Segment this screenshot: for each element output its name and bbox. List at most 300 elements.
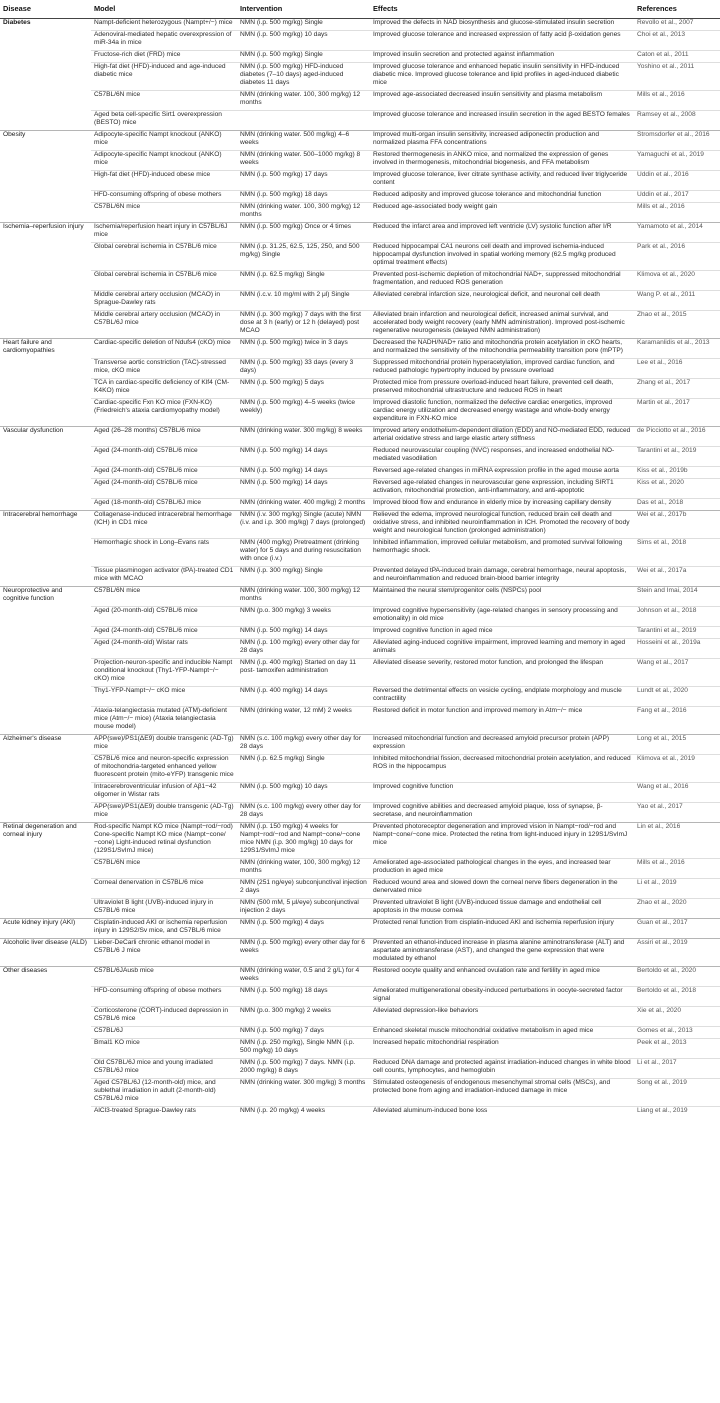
cell-disease: Diabetes: [3, 19, 31, 26]
table-row: [0, 1059, 720, 1079]
cell-disease: [0, 203, 91, 223]
cell-reference: de Picciotto et al., 2016: [634, 427, 720, 447]
cell-effects: Reduced the infarct area and improved left ventricle (LV) systolic function after I/R: [370, 223, 634, 243]
table-row: [0, 31, 720, 51]
cell-effects: Ameliorated age-associated pathological changes in the eyes, and increased tear production in aged mice: [370, 859, 634, 879]
cell-model: Thy1-YFP-Nampt−/− cKO mice: [91, 687, 237, 707]
cell-effects: Improved age-associated decreased insulin sensitivity and plasma metabolism: [370, 91, 634, 111]
table-row: [0, 223, 720, 243]
cell-effects: Reduced DNA damage and protected against irradiation-induced changes in white blood cell counts, lymphocytes, and hemoglobin: [370, 1059, 634, 1079]
cell-reference: Lin et al., 2016: [634, 823, 720, 859]
cell-reference: Klimova et al., 2020: [634, 271, 720, 291]
table-row: [0, 607, 720, 627]
cell-intervention: NMN (i.p. 400 mg/kg) 14 days: [237, 687, 370, 707]
cell-disease: [0, 1059, 91, 1079]
cell-reference: Zhao et al., 2020: [634, 899, 720, 919]
cell-model: Cisplatin-induced AKI or ischemia reperfusion injury in 129S2/Sv mice, and C57BL/6 mice: [91, 919, 237, 939]
cell-reference: Yao et al., 2017: [634, 803, 720, 823]
cell-reference: Martin et al., 2017: [634, 399, 720, 427]
table-row: [0, 659, 720, 687]
cell-disease: [0, 639, 91, 659]
cell-model: Bmal1 KO mice: [91, 1039, 237, 1059]
cell-effects: Improved glucose tolerance, liver citrate synthase activity, and reduced liver triglyceride content: [370, 171, 634, 191]
table-row: [0, 111, 720, 131]
cell-reference: Fang et al., 2016: [634, 707, 720, 735]
cell-reference: Mills et al., 2016: [634, 91, 720, 111]
cell-disease: [0, 707, 91, 735]
cell-reference: Xie et al., 2020: [634, 1007, 720, 1027]
cell-disease: [0, 151, 91, 171]
cell-effects: Relieved the edema, improved neurological function, reduced brain cell death and oxidative stress, and inhibited neuroinflammation in ICH. Promoted the recovery of body weight and neurological function (prolonged administration): [370, 511, 634, 539]
header-effects: Effects: [370, 0, 634, 19]
cell-intervention: NMN (s.c. 100 mg/kg) every other day for 28 days: [237, 803, 370, 823]
cell-model: Ataxia-telangiectasia mutated (ATM)-deficient mice (Atm−/− mice) (Ataxia telangiectasia mouse model): [91, 707, 237, 735]
cell-model: Aged (24-month-old) C57BL/6 mice: [91, 627, 237, 639]
cell-intervention: NMN (i.p. 100 mg/kg) every other day for 28 days: [237, 639, 370, 659]
cell-effects: Increased mitochondrial function and decreased amyloid precursor protein (APP) expression: [370, 735, 634, 755]
cell-model: Transverse aortic constriction (TAC)-stressed mice, cKO mice: [91, 359, 237, 379]
cell-intervention: NMN (i.p. 500 mg/kg) 5 days: [237, 379, 370, 399]
cell-effects: Improved insulin secretion and protected against inflammation: [370, 51, 634, 63]
cell-model: C57BL/6 mice and neuron-specific expression of mitochondria-targeted enhanced yellow fluorescent protein (mito-eYFP) transgenic mice: [91, 755, 237, 783]
table-row: [0, 687, 720, 707]
cell-effects: Reduced wound area and slowed down the corneal nerve fibers degeneration in the denervated mice: [370, 879, 634, 899]
cell-disease: [0, 1079, 91, 1107]
header-references: References: [634, 0, 720, 19]
cell-disease: [0, 659, 91, 687]
cell-model: Aged (24-month-old) C57BL/6 mice: [91, 467, 237, 479]
cell-model: AlCl3-treated Sprague-Dawley rats: [91, 1107, 237, 1119]
cell-intervention: NMN (i.p. 500 mg/kg) 4 days: [237, 919, 370, 939]
cell-intervention: NMN (i.p. 500 mg/kg) 7 days: [237, 1027, 370, 1039]
header-intervention: Intervention: [237, 0, 370, 19]
table-row: [0, 859, 720, 879]
cell-effects: Reduced adiposity and improved glucose tolerance and mitochondrial function: [370, 191, 634, 203]
cell-reference: Karamanlidis et al., 2013: [634, 339, 720, 359]
table-row: [0, 919, 720, 939]
cell-disease: [0, 399, 91, 427]
cell-reference: Tarantini et al., 2019: [634, 627, 720, 639]
cell-reference: Li et al., 2019: [634, 879, 720, 899]
cell-intervention: NMN (i.p. 500 mg/kg) 14 days: [237, 467, 370, 479]
cell-effects: Ameliorated multigenerational obesity-induced perturbations in oocyte-secreted factor signal: [370, 987, 634, 1007]
cell-model: Collagenase-induced intracerebral hemorrhage (ICH) in CD1 mice: [91, 511, 237, 539]
cell-disease: [0, 755, 91, 783]
table-row: [0, 755, 720, 783]
table-row: [0, 203, 720, 223]
cell-model: Adipocyte-specific Nampt knockout (ANKO) mice: [91, 131, 237, 151]
cell-intervention: NMN (i.p. 62.5 mg/kg) Single: [237, 755, 370, 783]
cell-reference: Wang et al., 2017: [634, 659, 720, 687]
table-row: [0, 243, 720, 271]
cell-effects: Reversed the detrimental effects on vesicle cycling, endplate morphology and muscle contractility: [370, 687, 634, 707]
cell-model: Aged (24-month-old) C57BL/6 mice: [91, 447, 237, 467]
cell-reference: Wang et al., 2016: [634, 783, 720, 803]
cell-disease: Heart failure and cardiomyopathies: [0, 339, 91, 359]
cell-reference: Lundt et al., 2020: [634, 687, 720, 707]
cell-intervention: NMN (i.p. 500 mg/kg) 17 days: [237, 171, 370, 191]
cell-reference: Klimova et al., 2019: [634, 755, 720, 783]
cell-intervention: NMN (i.p. 500 mg/kg) 10 days: [237, 31, 370, 51]
cell-intervention: NMN (drinking water. 100, 300 mg/kg) 12 months: [237, 91, 370, 111]
cell-reference: Liang et al., 2019: [634, 1107, 720, 1119]
table-row: [0, 271, 720, 291]
table-row: [0, 939, 720, 967]
cell-reference: Stein and Imai, 2014: [634, 587, 720, 607]
cell-reference: Zhang et al., 2017: [634, 379, 720, 399]
cell-disease: Neuroprotective and cognitive function: [0, 587, 91, 607]
table-row: [0, 1007, 720, 1027]
cell-disease: [0, 359, 91, 379]
table-row: [0, 131, 720, 151]
cell-effects: Improved the defects in NAD biosynthesis and glucose-stimulated insulin secretion: [373, 19, 615, 26]
cell-reference: Uddin et al., 2016: [634, 171, 720, 191]
cell-effects: Prevented an ethanol-induced increase in plasma alanine aminotransferase (ALT) and aspartate aminotransferase (AST), and changed the gene expression that were modulated by ethanol: [370, 939, 634, 967]
cell-model: HFD-consuming offspring of obese mothers: [91, 987, 237, 1007]
cell-effects: Improved glucose tolerance and increased expression of fatty acid β-oxidation genes: [370, 31, 634, 51]
cell-reference: Choi et al., 2013: [634, 31, 720, 51]
cell-model: High-fat diet (HFD)-induced and age-induced diabetic mice: [91, 63, 237, 91]
cell-disease: [0, 627, 91, 639]
cell-intervention: NMN (drinking water. 500–1000 mg/kg) 8 weeks: [237, 151, 370, 171]
cell-intervention: NMN (i.c.v. 10 mg/ml with 2 μl) Single: [237, 291, 370, 311]
cell-model: Aged (20-month-old) C57BL/6 mice: [91, 607, 237, 627]
cell-effects: Improved cognitive abilities and decreased amyloid plaque, loss of synapse, β-secretase, and neuroinflammation: [370, 803, 634, 823]
cell-intervention: NMN (i.p. 500 mg/kg) 4–5 weeks (twice weekly): [237, 399, 370, 427]
cell-reference: Tarantini et al., 2019: [634, 447, 720, 467]
cell-disease: [0, 687, 91, 707]
cell-model: Lieber-DeCarli chronic ethanol model in C57BL/6 J mice: [91, 939, 237, 967]
cell-intervention: NMN (i.p. 150 mg/kg) 4 weeks for Nampt−rod/−rod and Nampt−cone/−cone mice NMN (i.p. 300 mg/kg) 10 days for 129S1/SvImJ mice: [237, 823, 370, 859]
cell-reference: Sims et al., 2018: [634, 539, 720, 567]
cell-model: Adenoviral-mediated hepatic overexpression of miR-34a in mice: [91, 31, 237, 51]
cell-intervention: NMN (s.c. 100 mg/kg) every other day for 28 days: [237, 735, 370, 755]
cell-reference: Peek et al., 2013: [634, 1039, 720, 1059]
cell-intervention: NMN (drinking water. 100, 300 mg/kg) 12 months: [237, 587, 370, 607]
cell-effects: Decreased the NADH/NAD+ ratio and mitochondria protein acetylation in cKO hearts, and normalized the sensitivity of the mitochondria permeability transition pore (mPTP): [370, 339, 634, 359]
cell-disease: [0, 271, 91, 291]
cell-disease: Alzheimer's disease: [0, 735, 91, 755]
cell-reference: Caton et al., 2011: [634, 51, 720, 63]
table-row: [0, 967, 720, 987]
cell-intervention: NMN (i.p. 500 mg/kg) HFD-induced diabetes (7–10 days) aged-induced diabetes 11 days: [237, 63, 370, 91]
cell-model: APP(swe)/PS1(ΔE9) double transgenic (AD-Tg) mice: [91, 803, 237, 823]
cell-intervention: NMN (i.p. 62.5 mg/kg) Single: [237, 271, 370, 291]
cell-effects: Improved cognitive function: [370, 783, 634, 803]
cell-model: Projection-neuron-specific and inducible Nampt conditional knockout (Thy1-YFP-Nampt−/− cKO) mice: [91, 659, 237, 687]
cell-intervention: NMN (i.p. 500 mg/kg) 7 days. NMN (i.p. 2000 mg/kg) 8 days: [237, 1059, 370, 1079]
cell-model: High-fat diet (HFD)-induced obese mice: [91, 171, 237, 191]
cell-effects: Enhanced skeletal muscle mitochondrial oxidative metabolism in aged mice: [370, 1027, 634, 1039]
cell-reference: Uddin et al., 2017: [634, 191, 720, 203]
cell-disease: [0, 291, 91, 311]
cell-effects: Alleviated cerebral infarction size, neurological deficit, and neuronal cell death: [370, 291, 634, 311]
cell-intervention: NMN (drinking water, 100, 300 mg/kg) 12 months: [237, 859, 370, 879]
cell-effects: Improved blood flow and endurance in elderly mice by increasing capillary density: [370, 499, 634, 511]
table-row: [0, 427, 720, 447]
cell-model: Middle cerebral artery occlusion (MCAO) in C57BL/6J mice: [91, 311, 237, 339]
cell-disease: Obesity: [0, 131, 91, 151]
cell-intervention: NMN (i.v. 300 mg/kg) Single (acute) NMN (i.v. and i.p. 300 mg/kg) 7 days (prolonged): [237, 511, 370, 539]
cell-reference: Wei et al., 2017b: [634, 511, 720, 539]
table-row: [0, 1039, 720, 1059]
table-row: [0, 311, 720, 339]
cell-disease: [0, 539, 91, 567]
table-row: [0, 339, 720, 359]
cell-disease: [0, 91, 91, 111]
cell-intervention: NMN (i.p. 500 mg/kg) every other day for 6 weeks: [237, 939, 370, 967]
cell-intervention: NMN (drinking water. 100, 300 mg/kg) 12 months: [237, 203, 370, 223]
table-row: [0, 639, 720, 659]
cell-model: C57BL/6N mice: [91, 91, 237, 111]
table-row: [0, 291, 720, 311]
cell-disease: [0, 63, 91, 91]
cell-effects: Inhibited mitochondrial fission, decreased mitochondrial protein acetylation, and reduced ROS in the hippocampus: [370, 755, 634, 783]
table-row: [0, 467, 720, 479]
table-row: [0, 379, 720, 399]
cell-model: C57BL/6N mice: [91, 859, 237, 879]
cell-reference: Yamaguchi et al., 2019: [634, 151, 720, 171]
cell-model: Rod-specific Nampt KO mice (Nampt−rod/−rod) Cone-specific Nampt KO mice (Nampt−cone/−cone) Light-induced retinal dysfunction (129S1/SvImJ mice): [91, 823, 237, 859]
cell-intervention: NMN (drinking water, 0.5 and 2 g/L) for 4 weeks: [237, 967, 370, 987]
cell-reference: Zhao et al., 2015: [634, 311, 720, 339]
cell-model: Corticosterone (CORT)-induced depression in C57BL/6 mice: [91, 1007, 237, 1027]
cell-disease: [0, 111, 91, 131]
cell-model: Intracerebroventricular infusion of Aβ1−42 oligomer in Wistar rats: [91, 783, 237, 803]
cell-disease: [0, 479, 91, 499]
cell-reference: Kiss et al., 2020: [634, 479, 720, 499]
cell-intervention: NMN (i.p. 500 mg/kg) 14 days: [237, 447, 370, 467]
cell-intervention: NMN (drinking water. 300 mg/kg) 8 weeks: [237, 427, 370, 447]
table-row: [0, 539, 720, 567]
cell-intervention: NMN (i.p. 500 mg/kg) 33 days (every 3 days): [237, 359, 370, 379]
cell-effects: Reduced neurovascular coupling (NVC) responses, and increased endothelial NO-mediated vasodilation: [370, 447, 634, 467]
cell-effects: Increased hepatic mitochondrial respiration: [370, 1039, 634, 1059]
cell-reference: Li et al., 2017: [634, 1059, 720, 1079]
cell-effects: Suppressed mitochondrial protein hyperacetylation, improved cardiac function, and reduced pathologic hypertrophy induced by pressure overload: [370, 359, 634, 379]
cell-model: Global cerebral ischemia in C57BL/6 mice: [91, 243, 237, 271]
table-row: [0, 511, 720, 539]
header-model: Model: [91, 0, 237, 19]
cell-reference: Park et al., 2016: [634, 243, 720, 271]
cell-effects: Improved cognitive hypersensitivity (age-related changes in sensory processing and emotionality) in old mice: [370, 607, 634, 627]
table-row: [0, 151, 720, 171]
table-row: [0, 899, 720, 919]
cell-intervention: NMN (500 mM, 5 μl/eye) subconjunctival injection 2 days: [237, 899, 370, 919]
cell-effects: Improved glucose tolerance and enhanced hepatic insulin sensitivity in HFD-induced diabetic mice. Improved glucose tolerance and lipid profiles in aged-induced diabetic mice: [370, 63, 634, 91]
cell-effects: Reversed age-related changes in neurovascular gene expression, including SIRT1 activation, mitochondrial protection, anti-inflammatory, and anti-apoptotic: [370, 479, 634, 499]
cell-effects: Prevented ultraviolet B light (UVB)-induced tissue damage and endothelial cell apoptosis in the mouse cornea: [370, 899, 634, 919]
table-row: [0, 567, 720, 587]
cell-model: Aged (24-month-old) Wistar rats: [91, 639, 237, 659]
cell-effects: Restored deficit in motor function and improved memory in Atm−/− mice: [370, 707, 634, 735]
table-row: [0, 735, 720, 755]
cell-intervention: [237, 111, 370, 131]
table-row: [0, 783, 720, 803]
cell-intervention: NMN (i.p. 500 mg/kg) twice in 3 days: [237, 339, 370, 359]
table-row: [0, 171, 720, 191]
cell-model: Aged (26–28 months) C57BL/6 mice: [91, 427, 237, 447]
cell-disease: Acute kidney injury (AKI): [0, 919, 91, 939]
cell-disease: [0, 379, 91, 399]
cell-intervention: NMN (400 mg/kg) Pretreatment (drinking water) for 5 days and during resuscitation with once (i.v.): [237, 539, 370, 567]
cell-disease: [0, 447, 91, 467]
cell-disease: [0, 567, 91, 587]
cell-model: HFD-consuming offspring of obese mothers: [91, 191, 237, 203]
cell-disease: [0, 31, 91, 51]
cell-reference: Stromsdorfer et al., 2016: [634, 131, 720, 151]
cell-effects: Stimulated osteogenesis of endogenous mesenchymal stromal cells (MSCs), and protected bone from aging and irradiation-induced damage in mice: [370, 1079, 634, 1107]
cell-effects: Improved cognitive function in aged mice: [370, 627, 634, 639]
cell-disease: Intracerebral hemorrhage: [0, 511, 91, 539]
cell-intervention: NMN (p.o. 300 mg/kg) 3 weeks: [237, 607, 370, 627]
cell-disease: [0, 311, 91, 339]
cell-effects: Prevented photoreceptor degeneration and improved vision in Nampt−rod/−rod and Nampt−cone/−cone mice. Protected the retina from light-induced injury in 129S1/SvImJ mice: [370, 823, 634, 859]
cell-reference: Bertoldo et al., 2018: [634, 987, 720, 1007]
cell-effects: Restored oocyte quality and enhanced ovulation rate and fertility in aged mice: [370, 967, 634, 987]
cell-disease: [0, 499, 91, 511]
cell-model: C57BL/6N mice: [91, 587, 237, 607]
table-row: [0, 627, 720, 639]
cell-disease: [0, 607, 91, 627]
cell-effects: Prevented post-ischemic depletion of mitochondrial NAD+, suppressed mitochondrial fragmentation, and reduced ROS generation: [370, 271, 634, 291]
table-row: [0, 803, 720, 823]
table-row: [0, 587, 720, 607]
cell-model: Cardiac-specific deletion of Ndufs4 (cKO) mice: [91, 339, 237, 359]
cell-model: Aged C57BL/6J (12-month-old) mice, and sublethal irradiation in adult (2-month-old) C57BL/6J mice: [91, 1079, 237, 1107]
cell-disease: Alcoholic liver disease (ALD): [0, 939, 91, 967]
table-row: [0, 447, 720, 467]
cell-model: Aged (18-month-old) C57BL/6J mice: [91, 499, 237, 511]
cell-intervention: NMN (drinking water, 12 mM) 2 weeks: [237, 707, 370, 735]
cell-intervention: NMN (drinking water. 300 mg/kg) 3 months: [237, 1079, 370, 1107]
cell-disease: [0, 783, 91, 803]
cell-model: C57BL/6JAusb mice: [91, 967, 237, 987]
table-row: [0, 19, 720, 31]
cell-disease: [0, 899, 91, 919]
cell-reference: Yamamoto et al., 2014: [634, 223, 720, 243]
cell-model: Global cerebral ischemia in C57BL/6 mice: [91, 271, 237, 291]
cell-model: Middle cerebral artery occlusion (MCAO) in Sprague-Dawley rats: [91, 291, 237, 311]
cell-reference: Revollo et al., 2007: [637, 19, 694, 26]
cell-reference: Mills et al., 2016: [634, 859, 720, 879]
cell-disease: [0, 1039, 91, 1059]
cell-effects: Restored thermogenesis in ANKO mice, and normalized the expression of genes involved in thermogenesis, mitochondrial biogenesis, and FFA metabolism: [370, 151, 634, 171]
cell-reference: Gomes et al., 2013: [634, 1027, 720, 1039]
cell-disease: [0, 171, 91, 191]
cell-disease: [0, 243, 91, 271]
cell-reference: Mills et al., 2016: [634, 203, 720, 223]
cell-intervention: NMN (p.o. 300 mg/kg) 2 weeks: [237, 1007, 370, 1027]
table-row: [0, 1107, 720, 1119]
cell-model: Old C57BL/6J mice and young irradiated C57BL/6J mice: [91, 1059, 237, 1079]
table-row: [0, 1027, 720, 1039]
cell-model: Aged beta cell-specific Sirt1 overexpression (BESTO) mice: [91, 111, 237, 131]
cell-model: Hemorrhagic shock in Long–Evans rats: [91, 539, 237, 567]
cell-effects: Improved glucose tolerance and increased insulin secretion in the aged BESTO females: [370, 111, 634, 131]
table-row: [0, 499, 720, 511]
cell-effects: Alleviated brain infarction and neurological deficit, increased animal survival, and accelerated body weight recovery (early NMN administration). Improved post-ischemic regenerative neurogenesis (delayed NMN administration): [370, 311, 634, 339]
cell-effects: Improved multi-organ insulin sensitivity, increased adiponectin production and normalized plasma FFA concentrations: [370, 131, 634, 151]
cell-intervention: NMN (drinking water. 500 mg/kg) 4–6 weeks: [237, 131, 370, 151]
cell-intervention: NMN (i.p. 500 mg/kg) Single: [237, 51, 370, 63]
cell-model: Ischemia/reperfusion heart injury in C57BL/6J mice: [91, 223, 237, 243]
table-row: [0, 707, 720, 735]
cell-model: Aged (24-month-old) C57BL/6 mice: [91, 479, 237, 499]
cell-disease: Other diseases: [0, 967, 91, 987]
cell-disease: [0, 1027, 91, 1039]
table-row: [0, 91, 720, 111]
cell-model: Cardiac-specific Fxn KO mice (FXN-KO) (Friedreich's ataxia cardiomyopathy model): [91, 399, 237, 427]
cell-disease: [0, 191, 91, 203]
cell-reference: Bertoldo et al., 2020: [634, 967, 720, 987]
cell-intervention: NMN (i.p. 500 mg/kg) 14 days: [237, 627, 370, 639]
cell-intervention: NMN (i.p. 500 mg/kg) Single: [240, 19, 323, 26]
table-row: [0, 1079, 720, 1107]
table-row: [0, 63, 720, 91]
cell-effects: Protected mice from pressure overload-induced heart failure, prevented cell death, preserved mitochondrial ultrastructure and reduced ROS in heart: [370, 379, 634, 399]
cell-effects: Protected renal function from cisplatin-induced AKI and ischemia reperfusion injury: [370, 919, 634, 939]
cell-reference: Wei et al., 2017a: [634, 567, 720, 587]
cell-reference: Long et al., 2015: [634, 735, 720, 755]
cell-model: Ultraviolet B light (UVB)-induced injury in C57BL/6 mice: [91, 899, 237, 919]
cell-reference: Das et al., 2018: [634, 499, 720, 511]
cell-disease: Retinal degeneration and corneal injury: [0, 823, 91, 859]
cell-disease: Ischemia–reperfusion injury: [0, 223, 91, 243]
cell-intervention: NMN (i.p. 300 mg/kg) Single: [237, 567, 370, 587]
cell-effects: Alleviated aging-induced cognitive impairment, improved learning and memory in aged animals: [370, 639, 634, 659]
table-body: [0, 19, 720, 1119]
cell-effects: Improved artery endothelium-dependent dilation (EDD) and NO-mediated EDD, reduced arterial oxidative stress and large elastic artery stiffness: [370, 427, 634, 447]
cell-effects: Reduced hippocampal CA1 neurons cell death and improved ischemia-induced hippocampal dysfunction involved in spatial working memory (62.5 mg/kg produced optimal treatment effects): [370, 243, 634, 271]
cell-disease: [0, 51, 91, 63]
cell-model: TCA in cardiac-specific deficiency of Klf4 (CM-K4KO) mice: [91, 379, 237, 399]
table-row: [0, 879, 720, 899]
cell-intervention: NMN (i.p. 500 mg/kg) 10 days: [237, 783, 370, 803]
cell-effects: Prevented delayed tPA-induced brain damage, cerebral hemorrhage, neural apoptosis, and neuroinflammation and reduced brain-blood barrier integrity: [370, 567, 634, 587]
table-row: [0, 823, 720, 859]
cell-reference: Guan et al., 2017: [634, 919, 720, 939]
cell-effects: Reversed age-related changes in miRNA expression profile in the aged mouse aorta: [370, 467, 634, 479]
cell-intervention: NMN (i.p. 500 mg/kg) Once or 4 times: [237, 223, 370, 243]
cell-disease: [0, 467, 91, 479]
cell-effects: Inhibited inflammation, improved cellular metabolism, and promoted survival following hemorrhagic shock.: [370, 539, 634, 567]
table-row: [0, 399, 720, 427]
cell-model: APP(swe)/PS1(ΔE9) double transgenic (AD-Tg) mice: [91, 735, 237, 755]
cell-reference: Kiss et al., 2019b: [634, 467, 720, 479]
cell-model: Tissue plasminogen activator (tPA)-treated CD1 mice with MCAO: [91, 567, 237, 587]
cell-model: Nampt-deficient heterozygous (Nampt+/−) mice: [94, 19, 233, 26]
cell-effects: Maintained the neural stem/progenitor cells (NSPCs) pool: [370, 587, 634, 607]
cell-intervention: NMN (i.p. 250 mg/kg), Single NMN (i.p. 500 mg/kg) 10 days: [237, 1039, 370, 1059]
cell-disease: [0, 987, 91, 1007]
cell-reference: Wang P. et al., 2011: [634, 291, 720, 311]
cell-intervention: NMN (i.p. 20 mg/kg) 4 weeks: [237, 1107, 370, 1119]
cell-effects: Alleviated aluminum-induced bone loss: [370, 1107, 634, 1119]
cell-intervention: NMN (drinking water. 400 mg/kg) 2 months: [237, 499, 370, 511]
table-row: [0, 51, 720, 63]
cell-intervention: NMN (i.p. 500 mg/kg) 18 days: [237, 987, 370, 1007]
cell-reference: Yoshino et al., 2011: [634, 63, 720, 91]
cell-reference: Song et al., 2019: [634, 1079, 720, 1107]
cell-intervention: NMN (251 ng/eye) subconjunctival injection 2 days: [237, 879, 370, 899]
cell-model: Adipocyte-specific Nampt knockout (ANKO) mice: [91, 151, 237, 171]
cell-intervention: NMN (i.p. 500 mg/kg) 18 days: [237, 191, 370, 203]
cell-model: C57BL/6J: [91, 1027, 237, 1039]
cell-disease: [0, 803, 91, 823]
cell-reference: Johnson et al., 2018: [634, 607, 720, 627]
cell-intervention: NMN (i.p. 31.25, 62.5, 125, 250, and 500 mg/kg) Single: [237, 243, 370, 271]
